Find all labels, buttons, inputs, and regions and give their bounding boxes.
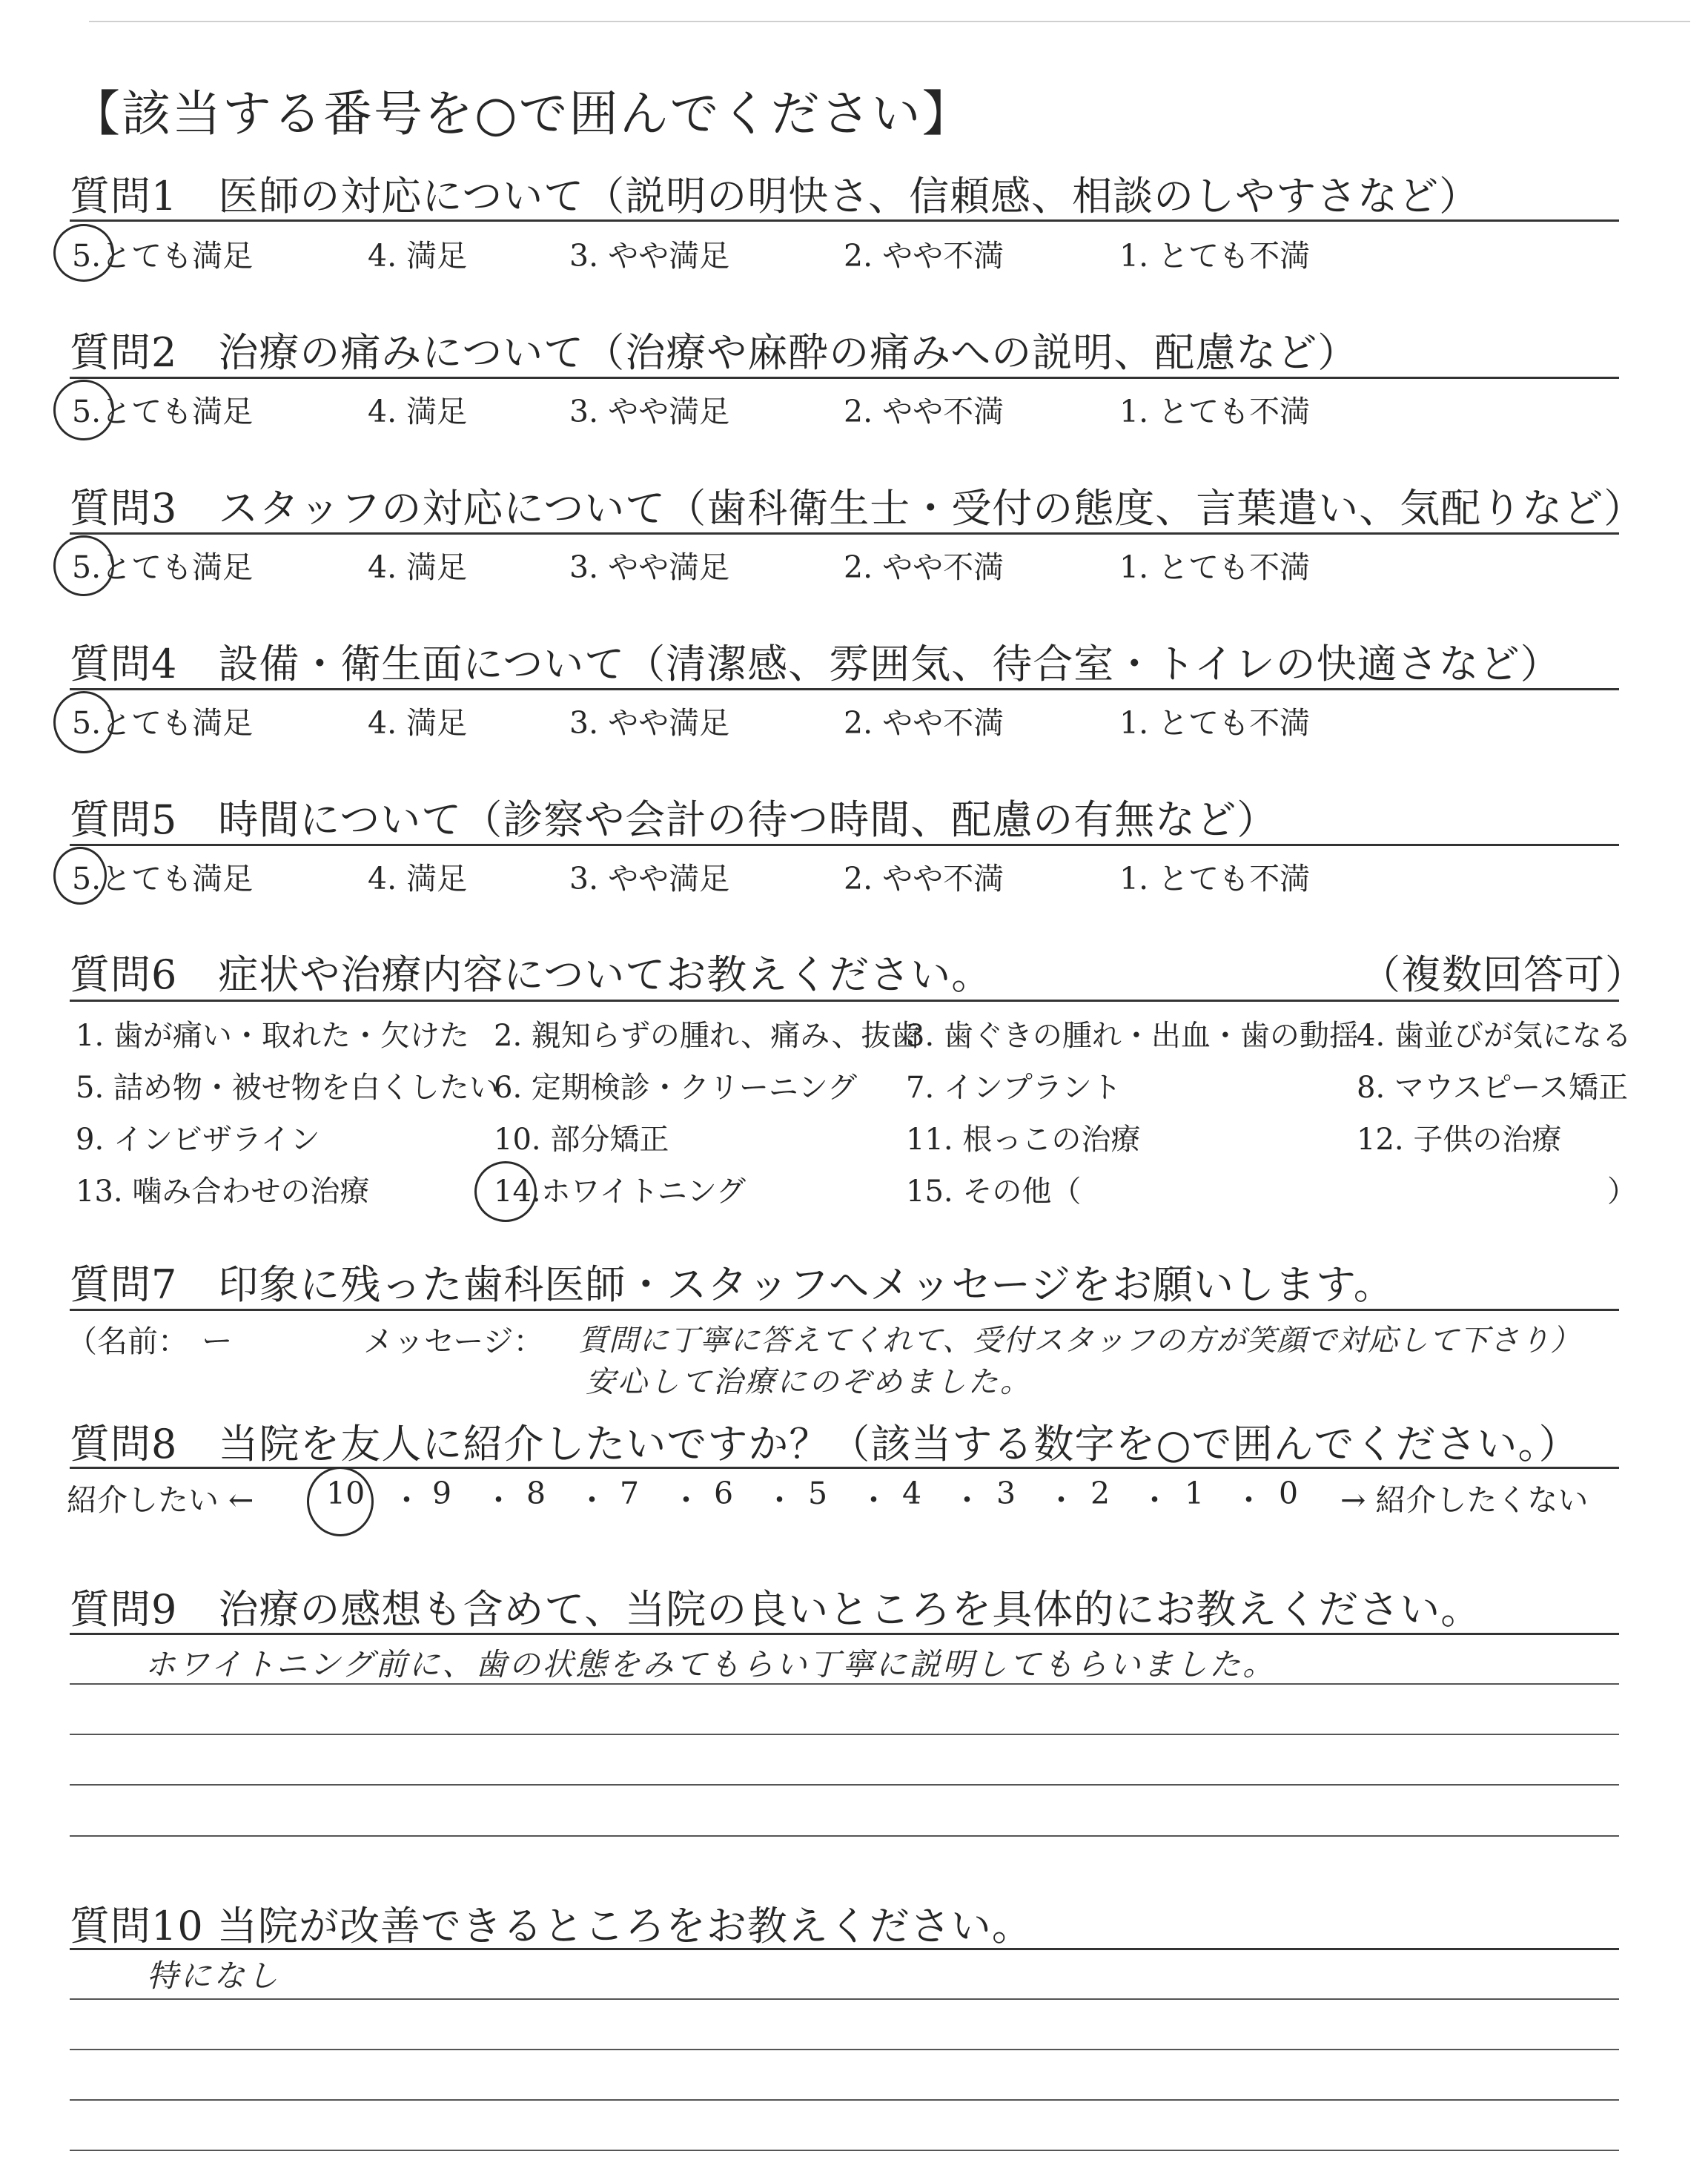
q8-scale-2[interactable]: 2 [1090, 1476, 1110, 1511]
q8-sep: ・ [858, 1482, 889, 1518]
q9-answer-line [70, 1784, 1619, 1786]
q8-sep: ・ [952, 1482, 982, 1518]
q8-right-label: → 紹介したくない [1340, 1482, 1589, 1518]
q1-option-1[interactable]: 1. とても不満 [1119, 238, 1311, 274]
q3-option-2[interactable]: 2. やや不満 [844, 549, 1004, 585]
q2-rule [70, 377, 1619, 379]
q8-scale-6[interactable]: 6 [714, 1476, 734, 1511]
q6-selected-circle [474, 1161, 537, 1222]
q3-option-5[interactable]: 5.とても満足 [72, 549, 254, 585]
q6-item-10[interactable]: 10. 部分矯正 [494, 1123, 669, 1157]
q8-sep: ・ [1046, 1482, 1076, 1518]
q6-item-2[interactable]: 2. 親知らずの腫れ、痛み、抜歯 [494, 1019, 921, 1053]
q8-scale-0[interactable]: 0 [1279, 1476, 1299, 1511]
q1-heading: 質問1 医師の対応について（説明の明快さ、信頼感、相談のしやすさなど） [70, 173, 1480, 219]
q6-item-6[interactable]: 6. 定期検診・クリーニング [494, 1071, 858, 1105]
q8-sep: ・ [391, 1482, 422, 1518]
q3-selected-circle [53, 535, 114, 596]
q8-sep: ・ [671, 1482, 701, 1518]
q6-item-8[interactable]: 8. マウスピース矯正 [1357, 1071, 1629, 1105]
q6-note: （複数回答可） [1360, 951, 1646, 998]
q8-scale-8[interactable]: 8 [526, 1476, 546, 1511]
q8-scale-10[interactable]: 10 [326, 1476, 365, 1511]
page-title: 【該当する番号を○で囲んでください】 [71, 85, 973, 142]
q8-sep: ・ [577, 1482, 607, 1518]
q2-option-4[interactable]: 4. 満足 [368, 394, 468, 429]
q8-sep: ・ [764, 1482, 795, 1518]
q5-option-5[interactable]: 5.とても満足 [72, 861, 254, 896]
q7-name-value[interactable]: ー [199, 1323, 233, 1359]
q8-scale-3[interactable]: 3 [996, 1476, 1016, 1511]
q4-option-3[interactable]: 3. やや満足 [569, 705, 730, 741]
q5-heading: 質問5 時間について（診察や会計の待つ時間、配慮の有無など） [70, 796, 1278, 843]
q8-left-label: 紹介したい ← [67, 1482, 254, 1518]
q8-scale-7[interactable]: 7 [620, 1476, 640, 1511]
q4-option-5[interactable]: 5.とても満足 [72, 705, 254, 741]
q8-scale-4[interactable]: 4 [902, 1476, 922, 1511]
q9-answer-line [70, 1683, 1619, 1685]
q5-selected-circle [53, 847, 107, 905]
q1-option-3[interactable]: 3. やや満足 [569, 238, 730, 274]
q5-rule [70, 844, 1619, 846]
q6-item-13[interactable]: 13. 噛み合わせの治療 [76, 1175, 370, 1209]
q1-option-2[interactable]: 2. やや不満 [844, 238, 1004, 274]
q8-selected-circle [307, 1467, 374, 1536]
q6-item-15[interactable]: 15. その他（ [906, 1175, 1082, 1209]
q6-item-4[interactable]: 4. 歯並びが気になる [1357, 1019, 1632, 1053]
q6-heading: 質問6 症状や治療内容についてお教えください。 [70, 951, 993, 998]
q8-scale-9[interactable]: 9 [432, 1476, 452, 1511]
q1-selected-circle [53, 224, 114, 282]
q10-answer-line [70, 2099, 1619, 2101]
q5-option-4[interactable]: 4. 満足 [368, 861, 468, 896]
q1-rule [70, 219, 1619, 222]
q8-scale-5[interactable]: 5 [808, 1476, 828, 1511]
q8-scale-1[interactable]: 1 [1185, 1476, 1205, 1511]
q6-item-12[interactable]: 12. 子供の治療 [1357, 1123, 1562, 1157]
q3-option-1[interactable]: 1. とても不満 [1119, 549, 1311, 585]
q6-item-11[interactable]: 11. 根っこの治療 [906, 1123, 1141, 1157]
q6-item-5[interactable]: 5. 詰め物・被せ物を白くしたい [76, 1071, 499, 1105]
q9-rule-0 [70, 1633, 1619, 1635]
q6-item-1[interactable]: 1. 歯が痛い・取れた・欠けた [76, 1019, 469, 1053]
q8-sep: ・ [1234, 1482, 1264, 1518]
q9-answer-line [70, 1835, 1619, 1837]
q4-option-4[interactable]: 4. 満足 [368, 705, 468, 741]
q6-item-9[interactable]: 9. インビザライン [76, 1123, 320, 1157]
q10-answer-line [70, 1998, 1619, 2000]
q3-option-4[interactable]: 4. 満足 [368, 549, 468, 585]
q3-heading: 質問3 スタッフの対応について（歯科衛生士・受付の態度、言葉遣い、気配りなど） [70, 485, 1645, 532]
q2-option-3[interactable]: 3. やや満足 [569, 394, 730, 429]
q10-answer[interactable]: 特になし [147, 1958, 281, 1994]
q6-item-15-close: ） [1607, 1175, 1637, 1209]
q6-rule [70, 1000, 1619, 1002]
q7-message-line1[interactable]: 質問に丁寧に答えてくれて、受付スタッフの方が笑顔で対応して下さり） [578, 1324, 1581, 1358]
q5-option-3[interactable]: 3. やや満足 [569, 861, 730, 896]
q1-option-4[interactable]: 4. 満足 [368, 238, 468, 274]
q9-answer[interactable]: ホワイトニング前に、歯の状態をみてもらい丁寧に説明してもらいました。 [145, 1646, 1277, 1682]
q10-rule-0 [70, 1948, 1619, 1950]
q7-heading: 質問7 印象に残った歯科医師・スタッフへメッセージをお願いします。 [70, 1261, 1394, 1308]
q7-message-line2[interactable]: 安心して治療にのぞめました。 [586, 1365, 1032, 1399]
q9-answer-line [70, 1734, 1619, 1735]
q4-option-2[interactable]: 2. やや不満 [844, 705, 1004, 741]
q5-option-2[interactable]: 2. やや不満 [844, 861, 1004, 896]
q3-option-3[interactable]: 3. やや満足 [569, 549, 730, 585]
q8-sep: ・ [1139, 1482, 1170, 1518]
q5-option-1[interactable]: 1. とても不満 [1119, 861, 1311, 896]
q7-name-label: （名前： [67, 1324, 188, 1359]
q3-rule [70, 532, 1619, 535]
q10-answer-line [70, 2049, 1619, 2050]
q2-option-5[interactable]: 5.とても満足 [72, 394, 254, 429]
q9-heading: 質問9 治療の感想も含めて、当院の良いところを具体的にお教えください。 [70, 1586, 1482, 1633]
q8-sep: ・ [483, 1482, 514, 1518]
q4-selected-circle [53, 691, 114, 753]
q2-option-1[interactable]: 1. とても不満 [1119, 394, 1311, 429]
q8-rule [70, 1467, 1619, 1469]
q4-rule [70, 688, 1619, 690]
q7-rule [70, 1309, 1619, 1311]
q4-option-1[interactable]: 1. とても不満 [1119, 705, 1311, 741]
q4-heading: 質問4 設備・衛生面について（清潔感、雰囲気、待合室・トイレの快適さなど） [70, 641, 1561, 687]
q8-heading: 質問8 当院を友人に紹介したいですか？（該当する数字を○で囲んでください。） [70, 1421, 1580, 1467]
q1-option-5[interactable]: 5.とても満足 [72, 238, 254, 274]
q6-item-14[interactable]: 14.ホワイトニング [494, 1175, 747, 1209]
q7-message-label: メッセージ： [363, 1324, 544, 1359]
q10-heading: 質問10 当院が改善できるところをお教えください。 [70, 1903, 1033, 1949]
q6-item-7[interactable]: 7. インプラント [906, 1071, 1122, 1105]
q6-item-3[interactable]: 3. 歯ぐきの腫れ・出血・歯の動揺 [906, 1019, 1359, 1053]
q2-option-2[interactable]: 2. やや不満 [844, 394, 1004, 429]
q2-selected-circle [53, 380, 114, 440]
scan-top-edge [89, 21, 1690, 22]
q2-heading: 質問2 治療の痛みについて（治療や麻酔の痛みへの説明、配慮など） [70, 329, 1359, 376]
q10-answer-line [70, 2150, 1619, 2151]
